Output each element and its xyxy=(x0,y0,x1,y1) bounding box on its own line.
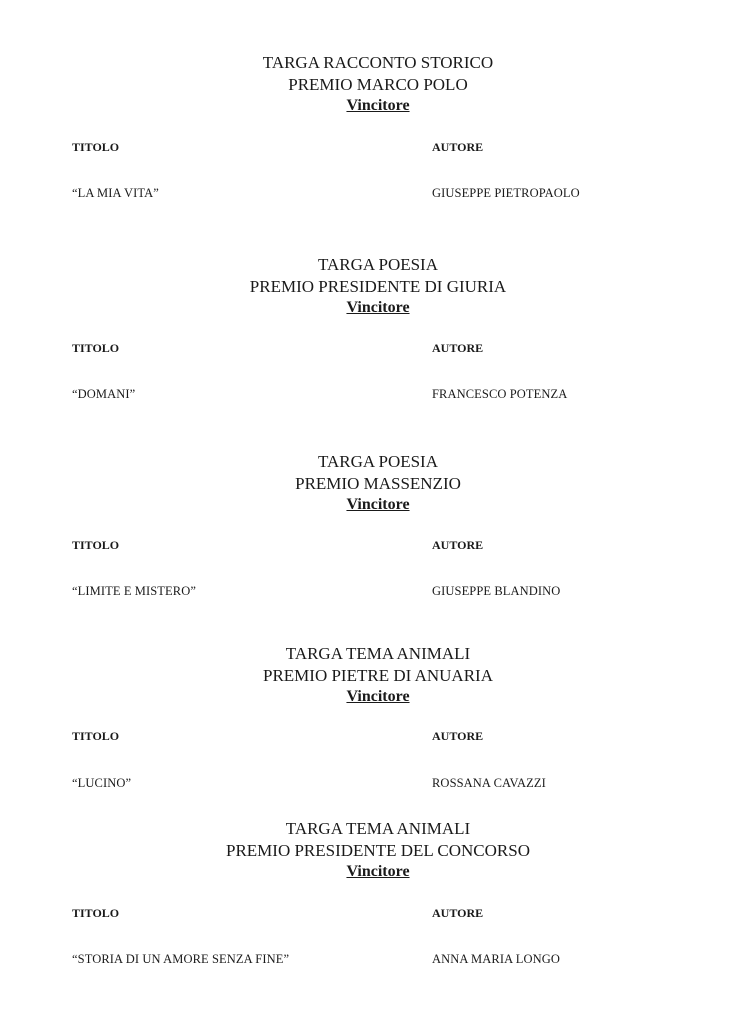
award-prize: PREMIO PIETRE DI ANUARIA xyxy=(263,665,493,685)
work-author: ROSSANA CAVAZZI xyxy=(432,776,546,790)
entry-row-1 xyxy=(0,185,756,201)
work-title: “LIMITE E MISTERO” xyxy=(72,584,196,598)
author-column-label: AUTORE xyxy=(432,341,484,355)
column-headers-4 xyxy=(0,728,756,744)
award-heading-4 xyxy=(0,643,756,708)
award-prize: PREMIO MARCO POLO xyxy=(288,74,468,94)
work-author: GIUSEPPE BLANDINO xyxy=(432,584,561,598)
award-heading-1 xyxy=(0,52,756,117)
author-column-label: AUTORE xyxy=(432,906,484,920)
award-category: TARGA TEMA ANIMALI xyxy=(285,644,471,663)
work-author: FRANCESCO POTENZA xyxy=(432,387,568,401)
winner-label: Vincitore xyxy=(346,863,410,880)
winner-label: Vincitore xyxy=(346,97,410,114)
title-column-label: TITOLO xyxy=(72,729,120,743)
work-author: ANNA MARIA LONGO xyxy=(432,952,560,966)
column-headers-2 xyxy=(0,340,756,356)
title-column-label: TITOLO xyxy=(72,140,120,154)
award-prize: PREMIO PRESIDENTE DI GIURIA xyxy=(249,276,507,296)
winner-label: Vincitore xyxy=(346,299,410,316)
award-prize: PREMIO MASSENZIO xyxy=(295,473,461,493)
award-prize: PREMIO PRESIDENTE DEL CONCORSO xyxy=(226,840,530,860)
work-title: “LA MIA VITA” xyxy=(72,186,159,200)
work-title: “DOMANI” xyxy=(72,387,136,401)
award-heading-2 xyxy=(0,254,756,319)
work-title: “LUCINO” xyxy=(72,776,132,790)
award-category: TARGA POESIA xyxy=(317,452,438,471)
award-heading-3 xyxy=(0,451,756,516)
entry-row-2 xyxy=(0,386,756,402)
column-headers-3 xyxy=(0,537,756,553)
column-headers-5 xyxy=(0,905,756,921)
author-column-label: AUTORE xyxy=(432,729,484,743)
award-heading-5 xyxy=(0,818,756,883)
work-author: GIUSEPPE PIETROPAOLO xyxy=(432,186,580,200)
title-column-label: TITOLO xyxy=(72,341,120,355)
column-headers-1 xyxy=(0,139,756,155)
award-category: TARGA TEMA ANIMALI xyxy=(285,819,471,838)
entry-row-5 xyxy=(0,951,756,967)
author-column-label: AUTORE xyxy=(432,538,484,552)
winner-label: Vincitore xyxy=(346,688,410,705)
award-category: TARGA RACCONTO STORICO xyxy=(262,53,494,72)
entry-row-4 xyxy=(0,775,756,791)
title-column-label: TITOLO xyxy=(72,906,120,920)
author-column-label: AUTORE xyxy=(432,140,484,154)
award-category: TARGA POESIA xyxy=(317,255,438,274)
entry-row-3 xyxy=(0,583,756,599)
work-title: “STORIA DI UN AMORE SENZA FINE” xyxy=(72,952,290,966)
winner-label: Vincitore xyxy=(346,496,410,513)
title-column-label: TITOLO xyxy=(72,538,120,552)
